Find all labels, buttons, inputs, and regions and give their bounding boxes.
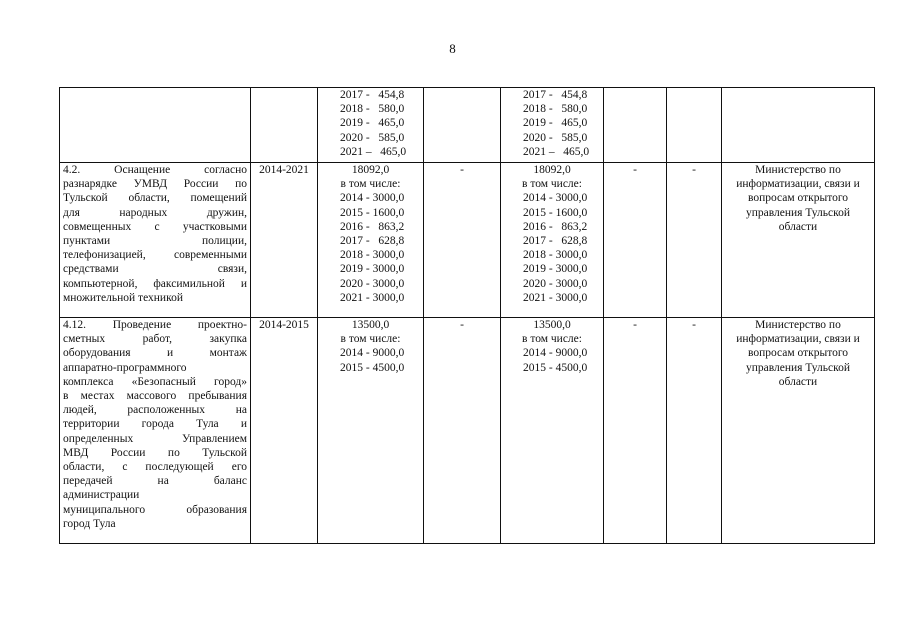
regional-budget-cell-label: в том числе:: [522, 178, 582, 191]
total-funding-cell: [318, 163, 424, 318]
total-funding-cell: [318, 88, 424, 163]
executor-line: управления Тульской: [745, 361, 851, 374]
executor-line: области: [778, 375, 818, 388]
table-row: [60, 163, 875, 318]
federal-budget-cell: -: [424, 163, 501, 318]
regional-budget-cell-year-line: 2015 - 4500,0: [523, 361, 588, 374]
executor-cell: [722, 318, 875, 544]
total-funding-cell-year-line: 2018 - 580,0: [340, 103, 405, 116]
executor-line: области: [778, 220, 818, 233]
regional-budget-cell: [501, 163, 604, 318]
executor-line: управления Тульской: [745, 206, 851, 219]
period-cell: 2014-2021: [251, 163, 318, 318]
regional-budget-cell-year-line: 2021 - 3000,0: [523, 291, 588, 304]
total-funding-cell-year-line: 2014 - 3000,0: [340, 192, 405, 205]
regional-budget-cell-year-line: 2018 - 580,0: [523, 103, 588, 116]
total-funding-cell-year-line: 2015 - 4500,0: [340, 361, 405, 374]
total-funding-cell-label: в том числе:: [340, 333, 401, 346]
description-line: аппаратно-программного: [63, 361, 187, 374]
executor-line: информатизации, связи и: [736, 178, 860, 191]
federal-budget-cell: [424, 88, 501, 163]
description-cell: [60, 163, 251, 318]
description-line: муниципального образования: [63, 503, 247, 516]
regional-budget-cell-year-line: 2017 - 628,8: [523, 235, 588, 248]
description-line: город Тула: [63, 517, 116, 530]
description-line: оборудования и монтаж: [63, 347, 247, 360]
federal-budget-cell: -: [424, 318, 501, 544]
description-line: администрации: [63, 489, 140, 502]
total-funding-cell-year-line: 2018 - 3000,0: [340, 249, 405, 262]
regional-budget-cell-year-line: 2016 - 863,2: [523, 220, 588, 233]
total-funding-cell-year-line: 2020 - 585,0: [340, 131, 405, 144]
total-funding-cell-year-line: 2021 - 3000,0: [340, 291, 405, 304]
table-body: [60, 88, 875, 544]
regional-budget-cell-year-line: 2020 - 3000,0: [523, 277, 588, 290]
description-line: 4.12. Проведение проектно-: [63, 319, 247, 331]
description-line: пунктами полиции,: [63, 235, 247, 248]
total-funding-cell-year-line: 2019 - 3000,0: [340, 263, 405, 276]
executor-cell: [722, 88, 875, 163]
regional-budget-cell-year-line: 2017 - 454,8: [523, 89, 588, 101]
regional-budget-cell-year-line: 2015 - 1600,0: [523, 206, 588, 219]
regional-budget-cell-label: в том числе:: [522, 333, 582, 346]
total-funding-cell-year-line: 2014 - 9000,0: [340, 347, 405, 360]
total-funding-cell-year-line: 2015 - 1600,0: [340, 206, 405, 219]
description-line: людей, расположенных на: [63, 404, 247, 417]
description-line: телефонизацией, современными: [63, 249, 247, 262]
page-number: 8: [449, 41, 456, 56]
period-cell: 2014-2015: [251, 318, 318, 544]
regional-budget-cell-year-line: 2014 - 3000,0: [523, 192, 588, 205]
regional-budget-cell-year-line: 2018 - 3000,0: [523, 249, 588, 262]
table-row: [60, 318, 875, 544]
total-funding-cell-amount: 18092,0: [351, 164, 390, 176]
local-budget-cell: [604, 88, 667, 163]
executor-line: Министерство по: [755, 164, 841, 176]
executor-line: Министерство по: [755, 319, 841, 331]
description-line: множительной техникой: [63, 291, 183, 304]
regional-budget-cell: [501, 88, 604, 163]
executor-line: вопросам открытого: [747, 192, 849, 205]
executor-line: вопросам открытого: [747, 347, 849, 360]
local-budget-cell: -: [604, 318, 667, 544]
description-line: 4.2. Оснащение согласно: [63, 164, 247, 176]
description-line: определенных Управлением: [63, 432, 247, 445]
table-row: [60, 88, 875, 163]
regional-budget-cell-amount: 18092,0: [533, 164, 571, 176]
description-line: разнарядке УМВД России по: [63, 178, 247, 191]
description-line: области, с последующей его: [63, 461, 247, 474]
description-line: для народных дружин,: [63, 206, 247, 219]
total-funding-cell: [318, 318, 424, 544]
description-line: совмещенных с участковыми: [63, 220, 247, 233]
total-funding-cell-year-line: 2020 - 3000,0: [340, 277, 405, 290]
description-line: МВД России по Тульской: [63, 446, 247, 459]
executor-line: информатизации, связи и: [736, 333, 860, 346]
description-line: комплекса «Безопасный город»: [63, 375, 247, 388]
total-funding-cell-year-line: 2016 - 863,2: [340, 220, 405, 233]
regional-budget-cell-year-line: 2019 - 465,0: [523, 117, 588, 130]
description-line: средствами связи,: [63, 263, 247, 276]
regional-budget-cell-year-line: 2020 - 585,0: [523, 131, 588, 144]
regional-budget-cell-year-line: 2019 - 3000,0: [523, 263, 588, 276]
description-cell: [60, 318, 251, 544]
total-funding-cell-year-line: 2017 - 454,8: [340, 89, 405, 101]
description-line: передачей на баланс: [63, 475, 247, 488]
period-cell: [251, 88, 318, 163]
description-line: в местах массового пребывания: [63, 390, 247, 403]
regional-budget-cell-year-line: 2021 – 465,0: [523, 145, 590, 158]
local-budget-cell: -: [604, 163, 667, 318]
description-line: территории города Тула и: [63, 418, 247, 431]
description-line: компьютерной, факсимильной и: [63, 277, 247, 290]
description-line: сметных работ, закупка: [63, 333, 247, 346]
executor-cell: [722, 163, 875, 318]
regional-budget-cell-year-line: 2014 - 9000,0: [523, 347, 588, 360]
description-cell: [60, 88, 251, 163]
total-funding-cell-year-line: 2021 – 465,0: [340, 145, 407, 158]
total-funding-cell-label: в том числе:: [340, 178, 401, 191]
other-sources-cell: [667, 88, 722, 163]
other-sources-cell: -: [667, 318, 722, 544]
budget-table: [59, 87, 875, 544]
regional-budget-cell: [501, 318, 604, 544]
regional-budget-cell-amount: 13500,0: [533, 319, 571, 331]
description-line: Тульской области, помещений: [63, 192, 247, 205]
total-funding-cell-year-line: 2019 - 465,0: [340, 117, 405, 130]
other-sources-cell: -: [667, 163, 722, 318]
total-funding-cell-year-line: 2017 - 628,8: [340, 235, 405, 248]
total-funding-cell-amount: 13500,0: [351, 319, 390, 331]
